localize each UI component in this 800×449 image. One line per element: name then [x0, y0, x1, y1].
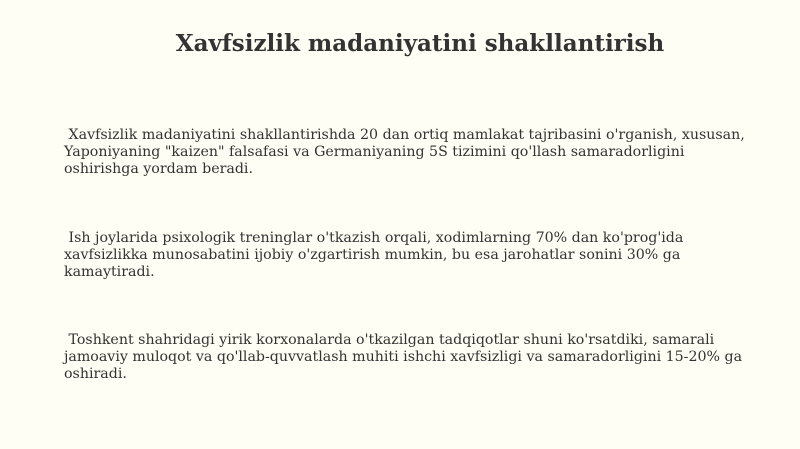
slide-title: Xavfsizlik madaniyatini shakllantirish: [175, 30, 665, 57]
paragraph-psychological-trainings: Ish joylarida psixologik treninglar o'tkazish orqali, xodimlarning 70% dan ko'prog'ida xavfsizlikka munosabatini ijobiy o'zgartirish mumkin, bu esa jarohatlar sonini 30% ga kamaytiradi.: [64, 230, 688, 280]
paragraph-tashkent-research: Toshkent shahridagi yirik korxonalarda o'tkazilgan tadqiqotlar shuni ko'rsatdiki, samarali jamoaviy muloqot va qo'llab-quvvatlash muhiti ishchi xavfsizligi va samaradorligini 15-20% ga oshiradi.: [64, 332, 747, 382]
paragraph-international-experience: Xavfsizlik madaniyatini shakllantirishda 20 dan ortiq mamlakat tajribasini o'rganish, xususan, Yaponiyaning "kaizen" falsafasi va Germaniyaning 5S tizimini qo'llash samaradorligini oshirishga yordam beradi.: [64, 127, 750, 177]
